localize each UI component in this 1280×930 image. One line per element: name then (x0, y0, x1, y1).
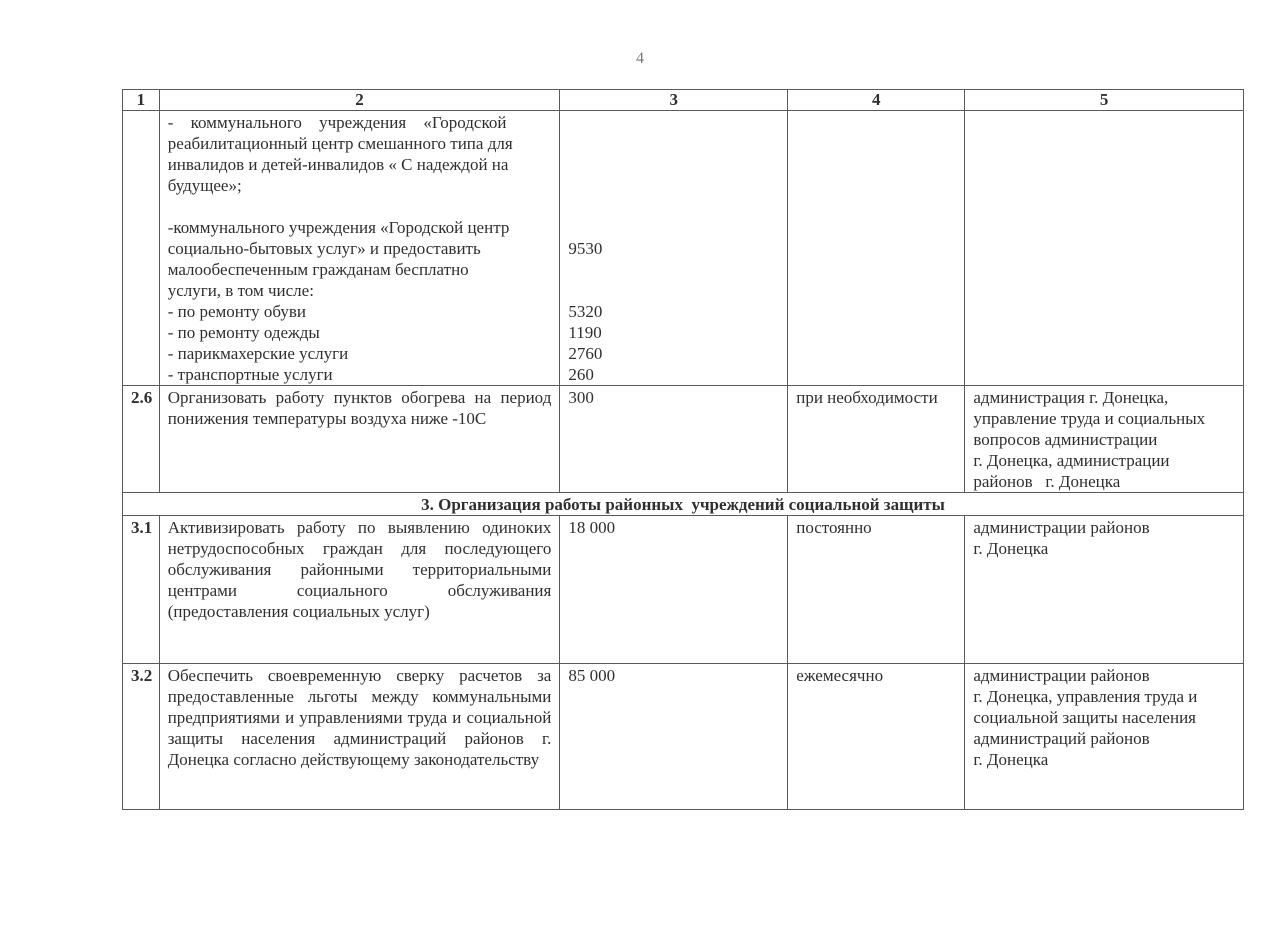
table-row (123, 386, 1244, 493)
amount-value: 260 (568, 365, 594, 384)
text-line: районов г. Донецка (973, 472, 1121, 491)
responsible-cell (965, 516, 1244, 664)
column-header: 4 (788, 90, 965, 111)
column-header: 3 (560, 90, 788, 111)
responsible-cell (965, 664, 1244, 810)
text-line: социальной защиты населения (973, 708, 1196, 727)
term-cell (788, 111, 965, 386)
page-number: 4 (636, 50, 644, 67)
text-line: - транспортные услуги (167, 365, 333, 384)
amount-value: 9530 (568, 239, 603, 258)
item-number-cell (123, 111, 160, 386)
text-line: - по ремонту одежды (167, 323, 320, 342)
text-line: - парикмахерские услуги (167, 344, 349, 363)
text-line: услуги, в том числе: (167, 281, 314, 300)
text-line: социально-бытовых услуг» и предоставить (167, 239, 481, 258)
amount-cell: 18 000 (560, 516, 788, 664)
table-row (123, 111, 1244, 386)
column-header: 1 (123, 90, 160, 111)
amount-cell: 85 000 (560, 664, 788, 810)
section-heading: 3. Организация работы районных учреждений социальной защиты (123, 493, 1244, 516)
text-line: администрация г. Донецка, (973, 388, 1169, 407)
item-number-cell: 2.6 (123, 386, 160, 493)
term-cell: ежемесячно (788, 664, 965, 810)
measures-table (122, 89, 1244, 810)
text-line: администрации районов (973, 666, 1150, 685)
responsible-cell (965, 111, 1244, 386)
amount-value: 1190 (568, 323, 602, 342)
term-cell: при необходимости (788, 386, 965, 493)
amount-cell: 300 (560, 386, 788, 493)
amount-cell (560, 111, 788, 386)
text-line: реабилитационный центр смешанного типа для (167, 134, 513, 153)
term-cell: постоянно (788, 516, 965, 664)
text-line: - коммунального учреждения «Городской (167, 113, 507, 132)
item-description-cell: Обеспечить своевременную сверку расчетов за предоставленные льготы между коммунальными предприятиями и управлениями труда и социальной защиты населения администраций районов г. Донецка согласно действующему законодательству (159, 664, 560, 810)
text-line: -коммунального учреждения «Городской центр (167, 218, 510, 237)
text-line: администраций районов (973, 729, 1150, 748)
text-line: вопросов администрации (973, 430, 1158, 449)
section-heading-row (123, 493, 1244, 516)
text-line: управление труда и социальных (973, 409, 1206, 428)
text-line: г. Донецка, администрации (973, 451, 1170, 470)
text-line: инвалидов и детей-инвалидов « С надеждой на (167, 155, 509, 174)
text-line: г. Донецка, управления труда и (973, 687, 1198, 706)
item-number-cell: 3.1 (123, 516, 160, 664)
item-description-cell (159, 111, 560, 386)
item-description-cell: Активизировать работу по выявлению одиноких нетрудоспособных граждан для последующего обслуживания районными территориальными центрами социального обслуживания (предоставления социальных услуг) (159, 516, 560, 664)
amount-value: 2760 (568, 344, 603, 363)
table-row (123, 516, 1244, 664)
table-header-row (123, 90, 1244, 111)
text-line: будущее»; (167, 176, 242, 195)
item-description-cell: Организовать работу пунктов обогрева на период понижения температуры воздуха ниже -10С (159, 386, 560, 493)
text-line: г. Донецка (973, 539, 1049, 558)
table-row (123, 664, 1244, 810)
amount-value: 5320 (568, 302, 603, 321)
text-line: - по ремонту обуви (167, 302, 306, 321)
column-header: 5 (965, 90, 1244, 111)
text-line: малообеспеченным гражданам бесплатно (167, 260, 469, 279)
responsible-cell (965, 386, 1244, 493)
column-header: 2 (159, 90, 560, 111)
item-number-cell: 3.2 (123, 664, 160, 810)
text-line: администрации районов (973, 518, 1150, 537)
text-line: г. Донецка (973, 750, 1049, 769)
